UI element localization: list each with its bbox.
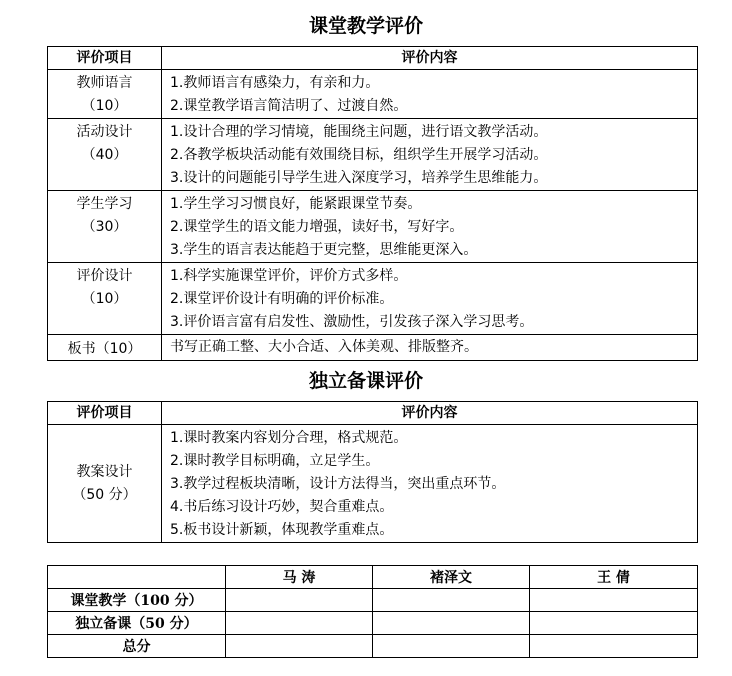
score-input-cell[interactable]	[226, 612, 373, 635]
score-input-cell[interactable]	[226, 635, 373, 658]
criterion: 2.课堂学生的语文能力增强，读好书，写好字。	[170, 219, 464, 235]
score-input-cell[interactable]	[530, 612, 698, 635]
category-cell	[48, 263, 162, 335]
score-input-cell[interactable]	[530, 635, 698, 658]
score-header-row	[48, 566, 698, 589]
score-row	[48, 612, 698, 635]
category-score: （30）	[81, 219, 128, 235]
criterion: 2.课时教学目标明确，立足学生。	[170, 453, 380, 469]
score-row	[48, 589, 698, 612]
criterion: 2.课堂教学语言简洁明了、过渡自然。	[170, 98, 408, 114]
candidate-name: 褚泽文	[373, 566, 530, 589]
category-cell: 板书（10）	[48, 335, 162, 361]
table-row	[48, 191, 698, 263]
criterion: 3.设计的问题能引导学生进入深度学习，培养学生思维能力。	[170, 170, 548, 186]
category-name: 学生学习	[76, 196, 133, 212]
criterion: 3.学生的语言表达能趋于更完整，思维能更深入。	[170, 242, 478, 258]
criteria-cell	[162, 119, 698, 191]
table-header-row	[48, 47, 698, 70]
criterion: 1.科学实施课堂评价，评价方式多样。	[170, 268, 408, 284]
score-row	[48, 635, 698, 658]
score-table	[47, 565, 698, 658]
category-cell	[48, 425, 162, 543]
table-row	[48, 335, 698, 361]
candidate-name: 王 倩	[530, 566, 698, 589]
table-row	[48, 425, 698, 543]
preparation-title: 独立备课评价	[308, 370, 423, 392]
score-input-cell[interactable]	[226, 589, 373, 612]
criteria-cell	[162, 191, 698, 263]
header-item: 评价项目	[48, 402, 162, 425]
preparation-evaluation-table	[47, 401, 698, 543]
header-content: 评价内容	[162, 47, 698, 70]
criterion: 3.评价语言富有启发性、激励性，引发孩子深入学习思考。	[170, 314, 534, 330]
category-score: （10）	[81, 98, 128, 114]
category-cell	[48, 191, 162, 263]
score-corner-cell	[48, 566, 226, 589]
criterion: 1.课时教案内容划分合理，格式规范。	[170, 430, 408, 446]
criterion: 2.各教学板块活动能有效围绕目标，组织学生开展学习活动。	[170, 147, 548, 163]
category-name: 教师语言	[76, 75, 133, 91]
criterion: 2.课堂评价设计有明确的评价标准。	[170, 291, 394, 307]
criterion: 书写正确工整、大小合适、入体美观、排版整齐。	[170, 339, 478, 355]
classroom-title: 课堂教学评价	[308, 15, 423, 37]
category-score: （10）	[81, 291, 128, 307]
classroom-evaluation-table	[47, 46, 698, 361]
score-input-cell[interactable]	[373, 589, 530, 612]
category-name: 评价设计	[76, 268, 133, 284]
score-row-label: 课堂教学（100 分）	[48, 589, 226, 612]
criteria-cell	[162, 70, 698, 119]
criterion: 3.教学过程板块清晰，设计方法得当，突出重点环节。	[170, 476, 506, 492]
criterion: 4.书后练习设计巧妙，契合重难点。	[170, 499, 394, 515]
criteria-cell	[162, 425, 698, 543]
score-row-label: 独立备课（50 分）	[48, 612, 226, 635]
score-row-label: 总分	[48, 635, 226, 658]
criterion: 1.学生学习习惯良好，能紧跟课堂节奏。	[170, 196, 422, 212]
criterion: 5.板书设计新颖，体现教学重难点。	[170, 522, 394, 538]
table-header-row	[48, 402, 698, 425]
category-cell	[48, 119, 162, 191]
category-name: 教案设计	[76, 463, 133, 480]
category-score: （50 分）	[72, 486, 137, 503]
criterion: 1.教师语言有感染力，有亲和力。	[170, 75, 380, 91]
category-score: （40）	[81, 147, 128, 163]
candidate-name: 马 涛	[226, 566, 373, 589]
table-row	[48, 70, 698, 119]
criteria-cell	[162, 263, 698, 335]
category-cell	[48, 70, 162, 119]
criteria-cell	[162, 335, 698, 361]
score-input-cell[interactable]	[373, 612, 530, 635]
table-row	[48, 263, 698, 335]
criterion: 1.设计合理的学习情境，能围绕主问题，进行语文教学活动。	[170, 124, 548, 140]
header-content: 评价内容	[162, 402, 698, 425]
score-input-cell[interactable]	[530, 589, 698, 612]
category-name: 活动设计	[76, 124, 133, 140]
header-item: 评价项目	[48, 47, 162, 70]
score-input-cell[interactable]	[373, 635, 530, 658]
table-row	[48, 119, 698, 191]
